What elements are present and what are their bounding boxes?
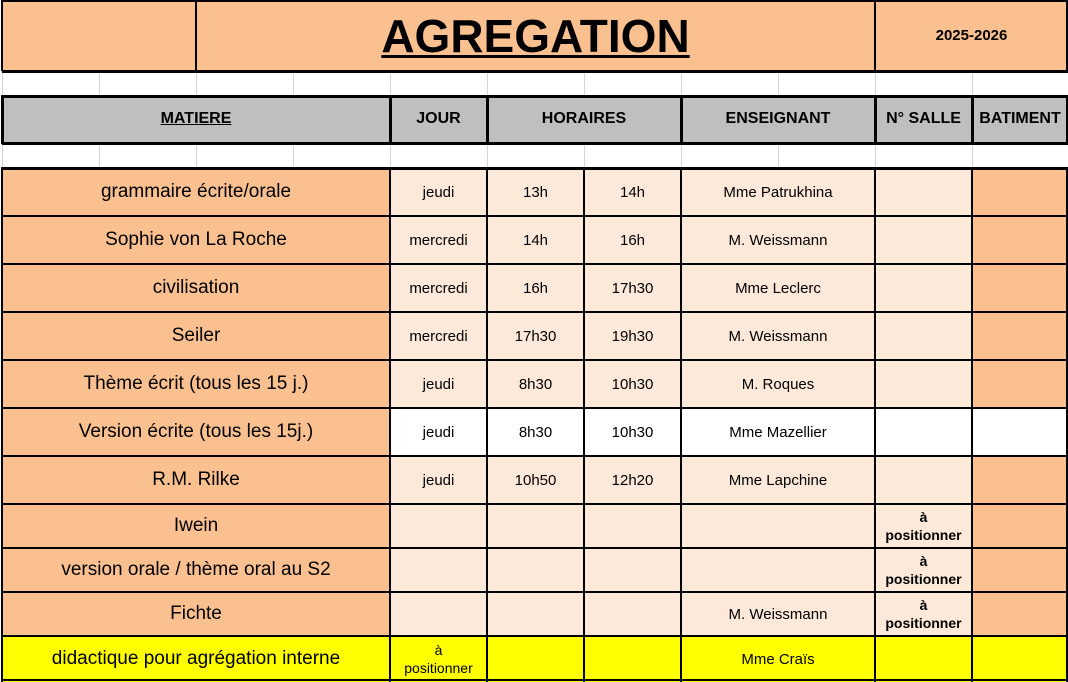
cell-fin[interactable]: [584, 168, 681, 216]
cell-debut[interactable]: [487, 312, 584, 360]
gridline: [390, 144, 391, 167]
header-salle-label: N° SALLE: [886, 110, 961, 127]
cell-salle[interactable]: [875, 360, 972, 408]
cell-matiere[interactable]: [2, 264, 390, 312]
gridline: [584, 144, 585, 167]
cell-jour[interactable]: [390, 360, 487, 408]
cell-enseignant[interactable]: [681, 264, 875, 312]
gridline: [778, 144, 779, 167]
start-time: 17h30: [514, 327, 557, 345]
header-horaires[interactable]: [487, 96, 681, 142]
cell-fin[interactable]: [584, 264, 681, 312]
day-value: jeudi: [422, 471, 455, 489]
academic-year: 2025-2026: [935, 27, 1008, 44]
cell-matiere[interactable]: [2, 408, 390, 456]
cell-batiment[interactable]: [972, 312, 1068, 360]
gridline: [584, 72, 585, 95]
gridline: [875, 72, 876, 95]
cell-debut[interactable]: [487, 456, 584, 504]
day-line2: positionner: [404, 660, 473, 676]
border-line: [486, 95, 489, 144]
cell-debut[interactable]: [487, 408, 584, 456]
day-value: mercredi: [409, 279, 468, 297]
gridline: [778, 72, 779, 95]
border-line: [2, 455, 1068, 457]
day-value: jeudi: [422, 423, 455, 441]
end-time: 10h30: [611, 423, 654, 441]
border-line: [2, 0, 1068, 2]
teacher-name: M. Weissmann: [728, 605, 828, 623]
cell-salle[interactable]: [875, 408, 972, 456]
border-line: [2, 359, 1068, 361]
cell-salle[interactable]: [875, 312, 972, 360]
cell-salle[interactable]: [875, 592, 972, 636]
cell-debut[interactable]: [487, 504, 584, 548]
end-time: 14h: [619, 183, 646, 201]
border-line: [680, 95, 683, 144]
cell-jour[interactable]: [390, 312, 487, 360]
subject-name: Seiler: [171, 325, 221, 346]
gridline: [196, 72, 197, 95]
gridline: [99, 144, 100, 167]
teacher-name: M. Weissmann: [728, 231, 828, 249]
room-line1: à: [919, 509, 928, 525]
border-line: [486, 167, 488, 682]
subject-name: Sophie von La Roche: [105, 229, 287, 250]
cell-jour[interactable]: [390, 408, 487, 456]
gridline: [487, 144, 488, 167]
gridline: [2, 144, 3, 167]
cell-batiment[interactable]: [972, 264, 1068, 312]
cell-fin[interactable]: [584, 636, 681, 682]
border-line: [2, 95, 1068, 98]
border-line: [874, 167, 876, 682]
subject-name: civilisation: [152, 277, 240, 298]
end-time: 19h30: [611, 327, 654, 345]
border-line: [389, 167, 391, 682]
room-line1: à: [919, 597, 928, 613]
cell-debut[interactable]: [487, 168, 584, 216]
header-matiere-label: MATIERE: [160, 110, 232, 127]
cell-debut[interactable]: [487, 592, 584, 636]
border-line: [1, 167, 3, 682]
teacher-name: Mme Mazellier: [729, 423, 827, 441]
cell-jour[interactable]: [390, 264, 487, 312]
cell-enseignant[interactable]: [681, 408, 875, 456]
subject-name: Thème écrit (tous les 15 j.): [83, 373, 309, 394]
header-matiere[interactable]: [2, 96, 390, 142]
border-line: [2, 142, 1068, 145]
subject-name: R.M. Rilke: [152, 469, 240, 490]
border-line: [2, 407, 1068, 409]
teacher-name: Mme Lapchine: [728, 471, 828, 489]
cell-batiment[interactable]: [972, 360, 1068, 408]
border-line: [2, 547, 1068, 549]
cell-fin[interactable]: [584, 456, 681, 504]
header-jour-label: JOUR: [416, 110, 461, 127]
cell-fin[interactable]: [584, 504, 681, 548]
year-cell[interactable]: [875, 0, 1068, 71]
cell-enseignant[interactable]: [681, 312, 875, 360]
cell-matiere[interactable]: [2, 592, 390, 636]
border-line: [2, 167, 1068, 170]
border-line: [583, 167, 585, 682]
subject-name: Version écrite (tous les 15j.): [78, 421, 314, 442]
title-left-cell[interactable]: [2, 0, 196, 71]
cell-salle[interactable]: [875, 264, 972, 312]
start-time: 8h30: [518, 423, 553, 441]
teacher-name: Mme Craïs: [741, 650, 815, 668]
cell-salle[interactable]: [875, 216, 972, 264]
header-batiment[interactable]: [972, 96, 1068, 142]
border-line: [2, 635, 1068, 637]
cell-enseignant[interactable]: [681, 636, 875, 682]
subject-name: Fichte: [170, 603, 222, 624]
teacher-name: M. Roques: [741, 375, 815, 393]
cell-salle[interactable]: [875, 168, 972, 216]
cell-matiere[interactable]: [2, 456, 390, 504]
border-line: [2, 679, 1068, 681]
cell-batiment[interactable]: [972, 636, 1068, 682]
cell-matiere[interactable]: [2, 636, 390, 682]
border-line: [2, 591, 1068, 593]
cell-matiere[interactable]: [2, 312, 390, 360]
cell-batiment[interactable]: [972, 592, 1068, 636]
teacher-name: M. Weissmann: [728, 327, 828, 345]
day-value: jeudi: [422, 375, 455, 393]
day-line1: à: [434, 642, 443, 658]
header-enseignant[interactable]: [681, 96, 875, 142]
border-line: [389, 95, 392, 144]
gridline: [875, 144, 876, 167]
cell-enseignant[interactable]: [681, 216, 875, 264]
border-line: [874, 95, 877, 144]
cell-jour[interactable]: [390, 504, 487, 548]
room-line2: positionner: [885, 615, 962, 631]
gridline: [99, 72, 100, 95]
cell-jour[interactable]: [390, 636, 487, 682]
cell-batiment[interactable]: [972, 548, 1068, 592]
border-line: [2, 215, 1068, 217]
cell-matiere[interactable]: [2, 548, 390, 592]
cell-fin[interactable]: [584, 548, 681, 592]
border-line: [195, 0, 197, 71]
cell-salle[interactable]: [875, 456, 972, 504]
cell-jour[interactable]: [390, 168, 487, 216]
border-line: [971, 167, 973, 682]
cell-jour[interactable]: [390, 216, 487, 264]
cell-debut[interactable]: [487, 548, 584, 592]
subject-name: grammaire écrite/orale: [100, 181, 292, 202]
cell-fin[interactable]: [584, 312, 681, 360]
start-time: 8h30: [518, 375, 553, 393]
cell-fin[interactable]: [584, 360, 681, 408]
gridline: [293, 144, 294, 167]
gridline: [293, 72, 294, 95]
day-value: mercredi: [409, 327, 468, 345]
border-line: [971, 95, 974, 144]
subject-name: Iwein: [173, 515, 219, 536]
gridline: [2, 72, 3, 95]
end-time: 10h30: [611, 375, 654, 393]
border-line: [1, 0, 3, 71]
header-horaires-label: HORAIRES: [541, 110, 627, 127]
header-enseignant-label: ENSEIGNANT: [725, 110, 831, 127]
gridline: [681, 144, 682, 167]
teacher-name: Mme Leclerc: [735, 279, 821, 297]
title-cell[interactable]: [196, 0, 875, 71]
cell-enseignant[interactable]: [681, 456, 875, 504]
cell-jour[interactable]: [390, 592, 487, 636]
header-jour[interactable]: [390, 96, 487, 142]
border-line: [874, 0, 876, 71]
cell-batiment[interactable]: [972, 168, 1068, 216]
cell-debut[interactable]: [487, 216, 584, 264]
gridline: [972, 144, 973, 167]
gridline: [972, 72, 973, 95]
start-time: 10h50: [514, 471, 557, 489]
cell-salle[interactable]: [875, 504, 972, 548]
gridline: [681, 72, 682, 95]
cell-fin[interactable]: [584, 408, 681, 456]
cell-batiment[interactable]: [972, 456, 1068, 504]
start-time: 14h: [522, 231, 549, 249]
cell-matiere[interactable]: [2, 360, 390, 408]
gridline: [390, 72, 391, 95]
border-line: [2, 311, 1068, 313]
cell-batiment[interactable]: [972, 504, 1068, 548]
end-time: 17h30: [611, 279, 654, 297]
cell-enseignant[interactable]: [681, 504, 875, 548]
cell-matiere[interactable]: [2, 504, 390, 548]
border-line: [2, 263, 1068, 265]
cell-debut[interactable]: [487, 264, 584, 312]
room-line2: positionner: [885, 527, 962, 543]
header-batiment-label: BATIMENT: [979, 110, 1061, 127]
day-value: jeudi: [422, 183, 455, 201]
border-line: [680, 167, 682, 682]
cell-batiment[interactable]: [972, 216, 1068, 264]
cell-matiere[interactable]: [2, 216, 390, 264]
cell-debut[interactable]: [487, 360, 584, 408]
cell-matiere[interactable]: [2, 168, 390, 216]
day-value: mercredi: [409, 231, 468, 249]
cell-jour[interactable]: [390, 456, 487, 504]
page-title: AGREGATION: [381, 9, 690, 62]
end-time: 12h20: [611, 471, 654, 489]
cell-debut[interactable]: [487, 636, 584, 682]
room-line2: positionner: [885, 571, 962, 587]
start-time: 13h: [522, 183, 549, 201]
cell-salle[interactable]: [875, 548, 972, 592]
header-salle[interactable]: [875, 96, 972, 142]
gridline: [487, 72, 488, 95]
end-time: 16h: [619, 231, 646, 249]
border-line: [2, 70, 1068, 73]
cell-batiment[interactable]: [972, 408, 1068, 456]
cell-enseignant[interactable]: [681, 168, 875, 216]
border-line: [2, 503, 1068, 505]
cell-salle[interactable]: [875, 636, 972, 682]
start-time: 16h: [522, 279, 549, 297]
subject-name: didactique pour agrégation interne: [51, 648, 341, 669]
cell-enseignant[interactable]: [681, 592, 875, 636]
border-line: [1, 95, 4, 144]
cell-enseignant[interactable]: [681, 548, 875, 592]
teacher-name: Mme Patrukhina: [723, 183, 833, 201]
subject-name: version orale / thème oral au S2: [61, 559, 331, 580]
cell-enseignant[interactable]: [681, 360, 875, 408]
cell-fin[interactable]: [584, 216, 681, 264]
gridline: [196, 144, 197, 167]
cell-jour[interactable]: [390, 548, 487, 592]
room-line1: à: [919, 553, 928, 569]
cell-fin[interactable]: [584, 592, 681, 636]
